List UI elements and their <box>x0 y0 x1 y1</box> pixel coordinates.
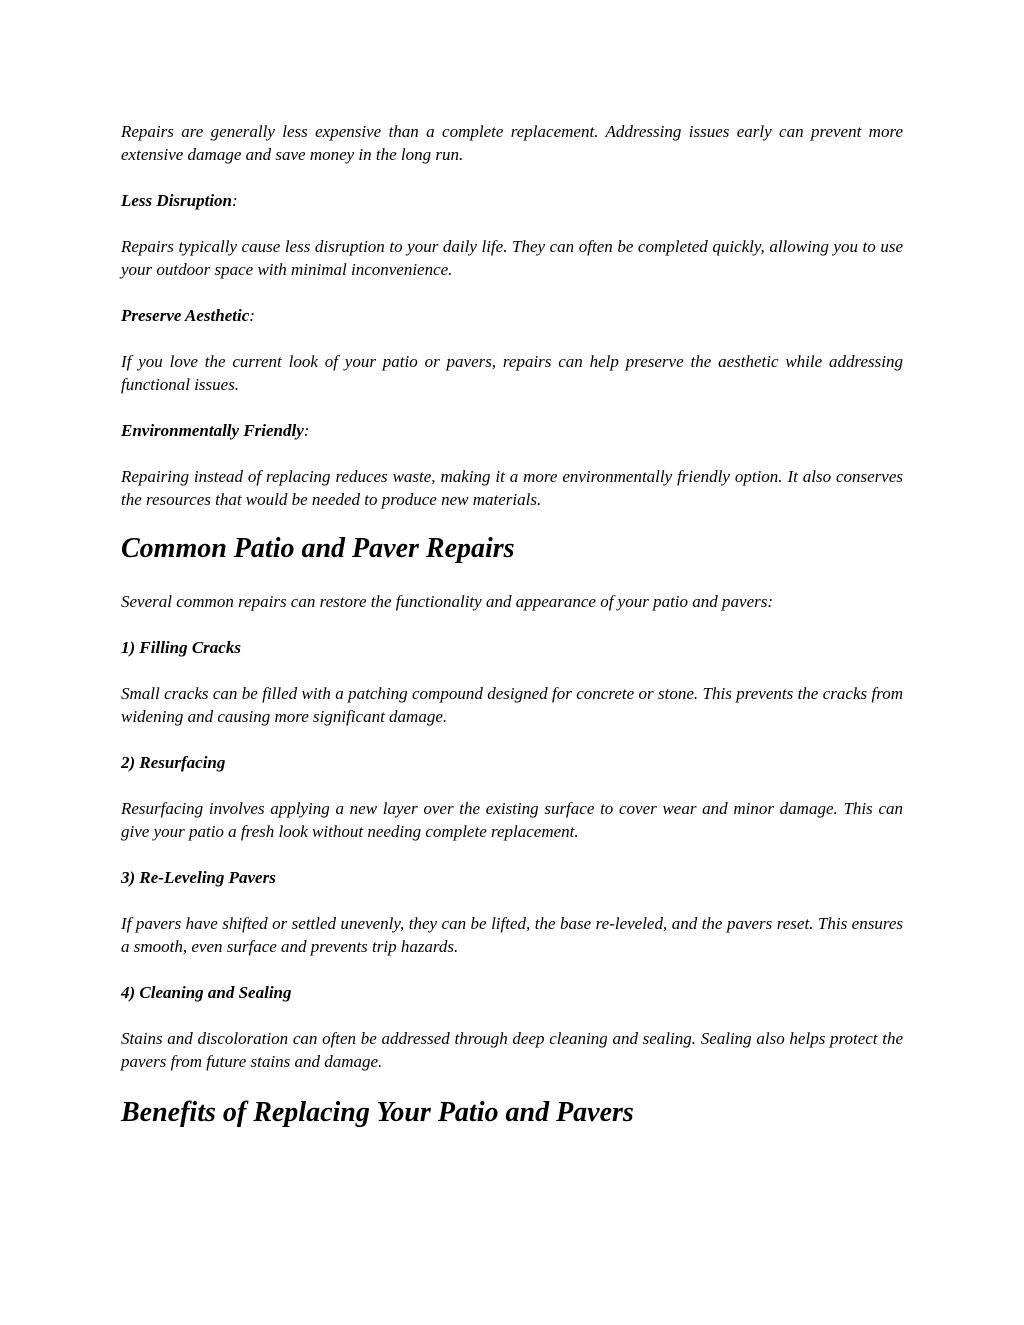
resurfacing-paragraph: Resurfacing involves applying a new layer over the existing surface to cover wear and minor damage. This can give your patio a fresh look without needing complete replacement. <box>121 799 903 841</box>
subheading-colon: : <box>232 191 238 210</box>
subheading-text: Less Disruption <box>121 191 232 210</box>
resurfacing-subheading: 2) Resurfacing <box>121 753 226 772</box>
re-leveling-paragraph: If pavers have shifted or settled unevenly, they can be lifted, the base re-leveled, and the pavers reset. This ensures a smooth, even surface and prevents trip hazards. <box>121 914 903 956</box>
environmentally-friendly-subheading <box>121 419 903 442</box>
subheading-colon: : <box>303 421 310 440</box>
subheading-colon: : <box>249 306 255 325</box>
cleaning-sealing-subheading: 4) Cleaning and Sealing <box>121 983 292 1002</box>
less-disruption-paragraph: Repairs typically cause less disruption to your daily life. They can often be completed quickly, allowing you to use your outdoor space with minimal inconvenience. <box>121 237 903 279</box>
less-disruption-subheading <box>121 189 903 212</box>
replacing-benefits-heading: Benefits of Replacing Your Patio and Pavers <box>121 1097 634 1128</box>
subheading-text: Preserve Aesthetic <box>121 306 250 325</box>
filling-cracks-subheading: 1) Filling Cracks <box>121 638 241 657</box>
filling-cracks-paragraph: Small cracks can be filled with a patching compound designed for concrete or stone. This prevents the cracks from widening and causing more significant damage. <box>121 684 903 726</box>
preserve-aesthetic-subheading <box>121 304 903 327</box>
preserve-aesthetic-paragraph: If you love the current look of your patio or pavers, repairs can help preserve the aesthetic while addressing functional issues. <box>121 352 903 394</box>
common-repairs-intro: Several common repairs can restore the functionality and appearance of your patio and pavers: <box>121 592 774 611</box>
re-leveling-subheading: 3) Re-Leveling Pavers <box>121 868 276 887</box>
subheading-text: Environmentally Friendly <box>121 421 304 440</box>
common-repairs-heading: Common Patio and Paver Repairs <box>121 533 515 564</box>
environmentally-friendly-paragraph: Repairing instead of replacing reduces waste, making it a more environmentally friendly option. It also conserves the resources that would be needed to produce new materials. <box>121 467 903 509</box>
cleaning-sealing-paragraph: Stains and discoloration can often be addressed through deep cleaning and sealing. Sealing also helps protect the pavers from future stains and damage. <box>121 1029 903 1071</box>
document-page <box>121 120 903 1154</box>
cost-paragraph: Repairs are generally less expensive than a complete replacement. Addressing issues early can prevent more extensive damage and save money in the long run. <box>121 122 903 164</box>
